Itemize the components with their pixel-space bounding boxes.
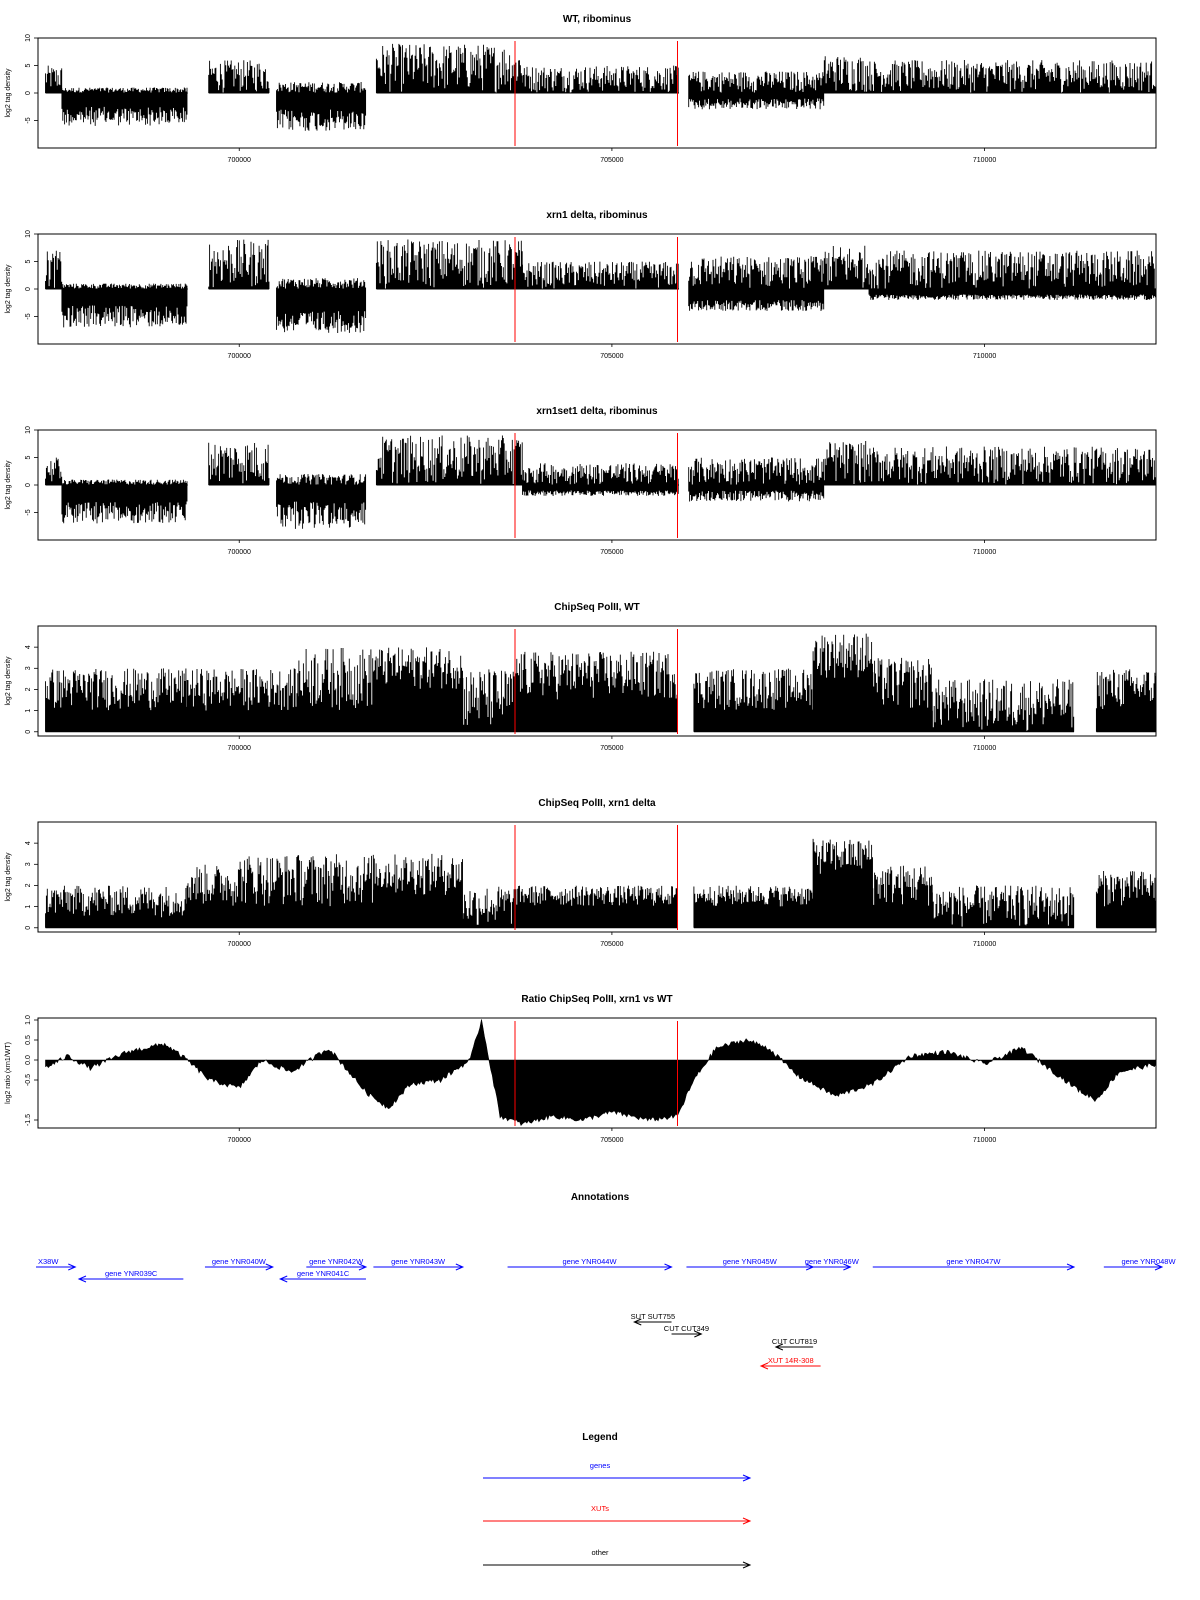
y-tick-label: -5 [25, 313, 32, 320]
panel-title: xrn1set1 delta, ribominus [536, 406, 658, 417]
panel-1 [5, 14, 1156, 164]
legend-title: Legend [582, 1432, 618, 1443]
gene-label: gene YNR043W [391, 1257, 446, 1266]
y-tick-label: 0.0 [25, 1055, 32, 1065]
y-tick-label: 1 [25, 708, 32, 713]
x-tick-label: 710000 [972, 1137, 997, 1144]
x-tick-label: 710000 [972, 745, 997, 752]
annotations-track [36, 1192, 1176, 1369]
gene-label: gene YNR041C [296, 1269, 350, 1278]
panel-title: ChipSeq PolII, xrn1 delta [538, 798, 656, 809]
gene-label: gene YNR044W [562, 1257, 617, 1266]
y-tick-label: 3 [25, 862, 32, 867]
data-marks [46, 436, 1157, 529]
y-tick-label: 5 [25, 455, 32, 460]
x-tick-label: 700000 [227, 157, 251, 164]
x-tick-label: 700000 [227, 549, 251, 556]
signal-bars [46, 240, 1157, 334]
gene-label: gene YNR039C [104, 1269, 158, 1278]
y-axis-label: log2 ratio (xrn1/WT) [5, 1042, 12, 1104]
gene-label: gene YNR046W [804, 1257, 859, 1266]
legend-label: genes [589, 1461, 611, 1470]
ratio-area [46, 1019, 1157, 1125]
y-tick-label: 0 [25, 91, 32, 95]
panel-5 [5, 798, 1156, 948]
y-axis-label: log2 tag density [5, 656, 12, 706]
plot-panels [5, 14, 1156, 1144]
gene-label: gene YNR045W [722, 1257, 777, 1266]
legend-label: XUTs [591, 1504, 609, 1513]
y-tick-label: -0.5 [25, 1073, 32, 1087]
x-tick-label: 705000 [600, 353, 624, 360]
data-marks [46, 240, 1157, 334]
other-label: CUT CUT349 [663, 1324, 710, 1333]
data-marks [46, 634, 1157, 732]
y-tick-label: 10 [25, 230, 32, 238]
y-tick-label: 1.0 [25, 1015, 32, 1025]
y-axis-label: log2 tag density [5, 852, 12, 902]
legend-item-other [483, 1548, 750, 1568]
y-tick-label: 3 [25, 666, 32, 671]
panel-3 [5, 406, 1156, 556]
legend-item-xuts [483, 1504, 750, 1524]
y-tick-label: 0 [25, 729, 32, 734]
y-tick-label: 2 [25, 687, 32, 692]
other-label: SUT SUT755 [630, 1312, 676, 1321]
panel-2 [5, 210, 1156, 360]
gene-label: gene YNR042W [309, 1257, 364, 1266]
panel-4 [5, 602, 1156, 752]
y-tick-label: -5 [25, 509, 32, 516]
signal-bars [46, 839, 1157, 928]
panel-title: ChipSeq PolII, WT [554, 602, 640, 613]
y-tick-label: 0.5 [25, 1035, 32, 1045]
annotations-title: Annotations [570, 1192, 630, 1203]
x-tick-label: 705000 [600, 745, 624, 752]
y-tick-label: 0 [25, 925, 32, 930]
x-tick-label: 710000 [972, 549, 997, 556]
gene-label: gene YNR040W [211, 1257, 266, 1266]
xut-label: XUT 14R-308 [767, 1356, 814, 1365]
panel-title: Ratio ChipSeq PolII, xrn1 vs WT [521, 994, 673, 1005]
panel-title: xrn1 delta, ribominus [546, 210, 648, 221]
x-tick-label: 710000 [972, 353, 997, 360]
x-tick-label: 705000 [600, 941, 624, 948]
y-tick-label: 10 [25, 34, 32, 42]
legend [483, 1432, 750, 1568]
x-tick-label: 710000 [972, 941, 997, 948]
x-tick-label: 700000 [227, 353, 251, 360]
legend-item-genes [483, 1461, 750, 1481]
x-tick-label: 700000 [227, 1137, 251, 1144]
data-marks [46, 44, 1157, 131]
gene-label: gene YNR047W [946, 1257, 1001, 1266]
y-axis-label: log2 tag density [5, 68, 12, 118]
x-tick-label: 705000 [600, 549, 624, 556]
data-marks [46, 839, 1157, 928]
x-tick-label: 705000 [600, 1137, 624, 1144]
y-tick-label: 5 [25, 259, 32, 264]
panel-title: WT, ribominus [562, 14, 632, 25]
x-tick-label: 700000 [227, 745, 251, 752]
signal-bars [46, 634, 1157, 732]
gene-label: gene YNR048W [1121, 1257, 1176, 1266]
x-tick-label: 700000 [227, 941, 251, 948]
panel-6 [5, 994, 1156, 1144]
y-tick-label: 10 [25, 426, 32, 434]
gene-label: X38W [38, 1257, 59, 1266]
y-tick-label: 4 [25, 841, 32, 846]
y-axis-label: log2 tag density [5, 264, 12, 314]
signal-bars [46, 44, 1157, 131]
y-tick-label: 0 [25, 287, 32, 291]
signal-bars [46, 436, 1157, 529]
y-tick-label: 4 [25, 645, 32, 650]
y-tick-label: 0 [25, 483, 32, 487]
legend-label: other [591, 1548, 609, 1557]
y-tick-label: -5 [25, 117, 32, 124]
y-axis-label: log2 tag density [5, 460, 12, 510]
y-tick-label: -1.5 [25, 1113, 32, 1127]
y-tick-label: 5 [25, 63, 32, 68]
y-tick-label: 1 [25, 904, 32, 909]
x-tick-label: 710000 [972, 157, 997, 164]
other-label: CUT CUT819 [771, 1337, 818, 1346]
y-tick-label: 2 [25, 883, 32, 888]
x-tick-label: 705000 [600, 157, 624, 164]
data-marks [46, 1019, 1157, 1125]
